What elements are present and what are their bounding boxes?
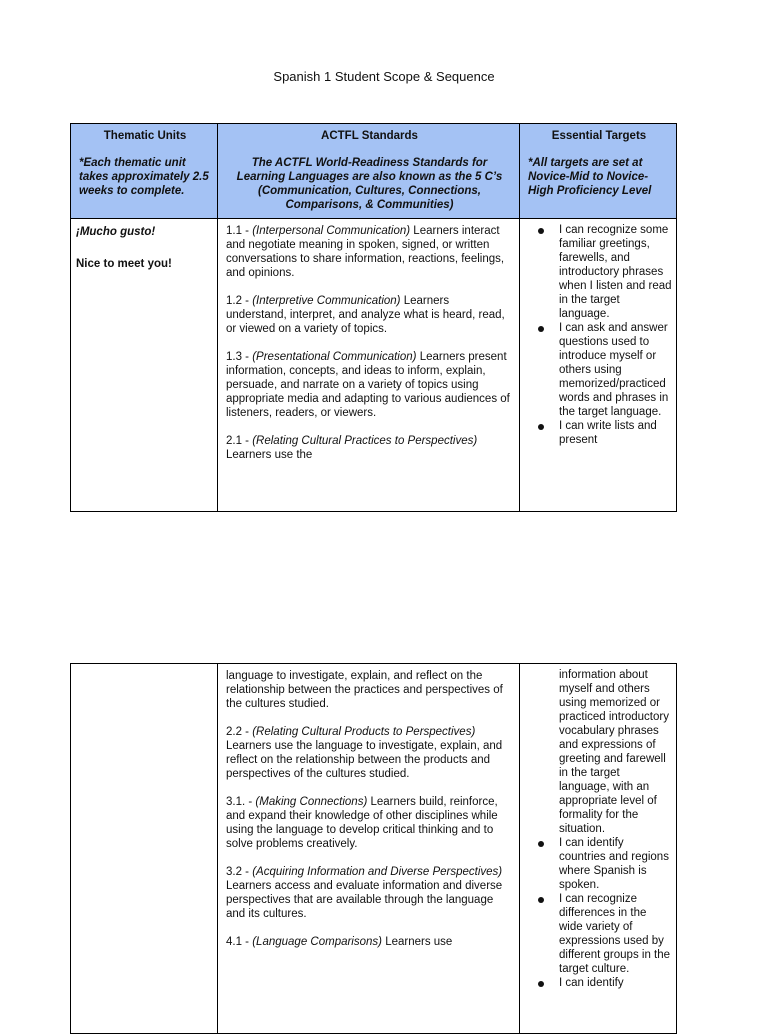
bullet-icon <box>538 841 544 847</box>
standard-text: Learners interact and negotiate meaning in spoken, signed, or written conversations to share information, reactions, feelings, and opinions. <box>226 225 505 279</box>
standard-number: 1.1 - <box>226 225 250 237</box>
unit-row-continued <box>71 664 677 1034</box>
standard-item <box>226 725 513 781</box>
header-actfl-standards-title: ACTFL Standards <box>321 130 418 142</box>
standard-text: Learners present information, concepts, and ideas to inform, explain, persuade, and narrate on a variety of topics using appropriate media and adapting to various audiences of listeners, readers, or viewers. <box>226 351 510 419</box>
header-actfl-standards-note: The ACTFL World-Readiness Standards for Learning Languages are also known as the 5 C’s (Communication, Cultures, Connections, Comparisons, & Communities) <box>236 157 503 211</box>
standards-cell-continued <box>218 664 520 1034</box>
targets-list <box>538 836 672 990</box>
unit-row <box>71 219 677 512</box>
standard-label: (Presentational Communication) <box>252 351 417 363</box>
standard-label: (Relating Cultural Products to Perspectives) <box>252 726 476 738</box>
standard-label: (Acquiring Information and Diverse Perspectives) <box>252 866 503 878</box>
bullet-icon <box>538 424 544 430</box>
standard-label: (Interpretive Communication) <box>252 295 401 307</box>
bullet-icon <box>538 897 544 903</box>
bullet-icon <box>538 981 544 987</box>
standard-item <box>226 935 513 949</box>
document-title: Spanish 1 Student Scope & Sequence <box>273 69 495 84</box>
target-item: I can identify <box>538 976 672 990</box>
unit-title-english: Nice to meet you! <box>76 258 172 270</box>
target-item: I can write lists and present <box>538 419 672 447</box>
targets-list <box>538 223 672 447</box>
target-item: I can recognize some familiar greetings, farewells, and introductory phrases when I listen and read in the target language. <box>538 223 672 321</box>
standard-number: 3.2 - <box>226 866 250 878</box>
unit-title-spanish: ¡Mucho gusto! <box>76 226 156 238</box>
standard-item <box>226 434 513 462</box>
standard-number: 1.2 - <box>226 295 250 307</box>
standard-label: (Language Comparisons) <box>252 936 382 948</box>
header-essential-targets-title: Essential Targets <box>551 130 647 142</box>
standard-text: Learners use the language to investigate, explain, and reflect on the relationship between the products and perspectives of the cultures studied. <box>226 740 503 780</box>
standard-item <box>226 669 513 711</box>
standard-label: (Relating Cultural Practices to Perspectives) <box>252 435 478 447</box>
standard-text: Learners use the <box>226 449 313 461</box>
standard-number: 2.1 - <box>226 435 250 447</box>
bullet-icon <box>538 326 544 332</box>
header-essential-targets <box>520 124 677 219</box>
header-actfl-standards <box>218 124 520 219</box>
standard-label: (Making Connections) <box>255 796 368 808</box>
standard-number: 3.1. - <box>226 796 253 808</box>
standard-text: Learners understand, interpret, and analyze what is heard, read, or viewed on a variety of topics. <box>226 295 505 335</box>
header-essential-targets-note: *All targets are set at Novice-Mid to Novice-High Proficiency Level <box>528 157 652 197</box>
targets-cell <box>520 219 677 512</box>
standard-item <box>226 795 513 851</box>
standard-item <box>226 224 513 280</box>
standard-item <box>226 294 513 336</box>
targets-cell-continued <box>520 664 677 1034</box>
standard-text: Learners build, reinforce, and expand their knowledge of other disciplines while using the language to develop critical thinking and to solve problems creatively. <box>226 796 498 850</box>
standard-text: Learners use <box>385 936 453 948</box>
target-item: I can identify countries and regions where Spanish is spoken. <box>538 836 672 892</box>
standards-cell <box>218 219 520 512</box>
header-thematic-units <box>71 124 218 219</box>
standard-text: Learners access and evaluate information and diverse perspectives that are available through the language and its cultures. <box>226 880 503 920</box>
standard-item <box>226 350 513 420</box>
standard-number: 2.2 - <box>226 726 250 738</box>
target-item: I can ask and answer questions used to introduce myself or others using memorized/practiced words and phrases in the target language. <box>538 321 672 419</box>
standard-label: (Interpersonal Communication) <box>252 225 411 237</box>
bullet-icon <box>538 228 544 234</box>
header-thematic-units-note: *Each thematic unit takes approximately 2.5 weeks to complete. <box>79 157 209 197</box>
scope-table-page2 <box>70 663 677 1034</box>
target-item: I can recognize differences in the wide variety of expressions used by different groups in the target culture. <box>538 892 672 976</box>
thematic-unit-cell-empty <box>71 664 218 1034</box>
standard-item <box>226 865 513 921</box>
standard-text: language to investigate, explain, and reflect on the relationship between the practices and perspectives of the cultures studied. <box>226 670 503 710</box>
standard-number: 4.1 - <box>226 936 250 948</box>
standard-number: 1.3 - <box>226 351 250 363</box>
thematic-unit-cell <box>71 219 218 512</box>
target-continued-text: information about myself and others using memorized or practiced introductory vocabulary phrases and expressions of greeting and farewell in the target language, with an appropriate level of formality for the situation. <box>559 669 669 835</box>
header-thematic-units-title: Thematic Units <box>103 130 187 142</box>
scope-table-page1 <box>70 123 677 512</box>
header-row <box>71 124 677 219</box>
